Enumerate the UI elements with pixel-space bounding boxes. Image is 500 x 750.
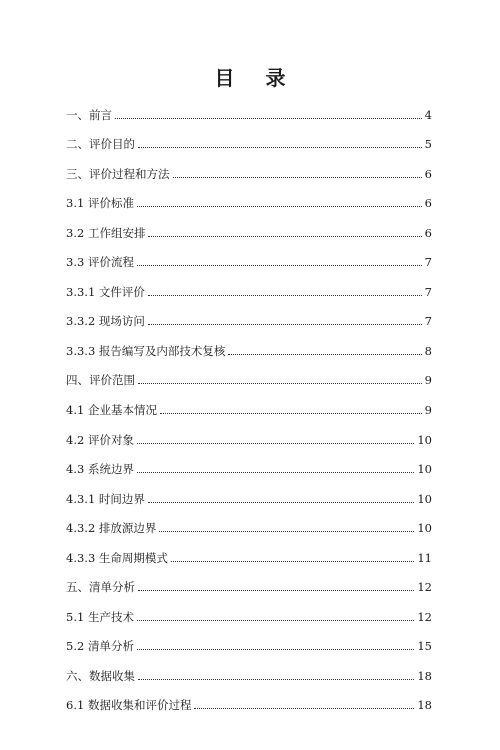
toc-entry[interactable] [66, 328, 432, 358]
toc-entry[interactable] [66, 210, 432, 240]
toc-entry[interactable] [66, 447, 432, 477]
toc-dot-leader [160, 413, 422, 414]
toc-entry-page-number: 7 [424, 255, 432, 270]
toc-dot-leader [148, 324, 422, 325]
toc-entry-label: 3.1 评价标准 [66, 196, 134, 211]
toc-entry[interactable] [66, 240, 432, 270]
toc-entry-page-number: 12 [417, 609, 432, 624]
toc-entry-label: 3.3.2 现场访问 [66, 314, 145, 329]
toc-entry-page-number: 15 [417, 639, 432, 654]
toc-entry[interactable] [66, 683, 432, 713]
toc-entry-page-number: 6 [424, 225, 432, 240]
toc-entry-label: 4.3 系统边界 [66, 462, 134, 477]
toc-entry-label: 3.3.3 报告编写及内部技术复核 [66, 343, 226, 358]
toc-dot-leader [138, 590, 414, 591]
toc-dot-leader [138, 679, 414, 680]
toc-dot-leader [159, 531, 414, 532]
toc-entry-page-number: 5 [424, 137, 432, 152]
toc-dot-leader [148, 295, 422, 296]
toc-entry-page-number: 6 [424, 196, 432, 211]
toc-entry-label: 4.3.3 生命周期模式 [66, 550, 168, 565]
toc-entry-label: 三、评价过程和方法 [66, 166, 170, 181]
toc-entry[interactable] [66, 122, 432, 152]
toc-entry-label: 3.3.1 文件评价 [66, 284, 145, 299]
toc-entry-label: 3.2 工作组安排 [66, 225, 146, 240]
toc-entry-page-number: 10 [417, 521, 432, 536]
toc-entry-label: 4.3.2 排放源边界 [66, 521, 157, 536]
toc-entry[interactable] [66, 358, 432, 388]
toc-dot-leader [148, 236, 421, 237]
toc-dot-leader [148, 502, 414, 503]
toc-entry[interactable] [66, 299, 432, 329]
toc-entry[interactable] [66, 535, 432, 565]
toc-dot-leader [137, 443, 414, 444]
toc-entry-label: 5.1 生产技术 [66, 609, 134, 624]
toc-entry-label: 二、评价目的 [66, 137, 135, 152]
toc-entry-page-number: 7 [424, 284, 432, 299]
toc-entry[interactable] [66, 653, 432, 683]
toc-entry-page-number: 18 [417, 698, 432, 713]
toc-entry-page-number: 12 [417, 580, 432, 595]
toc-dot-leader [138, 383, 422, 384]
toc-entry-page-number: 10 [417, 462, 432, 477]
toc-entry-label: 4.2 评价对象 [66, 432, 134, 447]
toc-entry[interactable] [66, 387, 432, 417]
toc-entry-page-number: 8 [424, 343, 432, 358]
toc-entry-page-number: 9 [424, 373, 432, 388]
toc-entry-page-number: 10 [417, 491, 432, 506]
toc-dot-leader [137, 649, 414, 650]
toc-entry-label: 四、评价范围 [66, 373, 135, 388]
toc-entry-label: 六、数据收集 [66, 668, 135, 683]
toc-entry-label: 6.1 数据收集和评价过程 [66, 698, 192, 713]
toc-entry-page-number: 11 [417, 550, 432, 565]
toc-entry-page-number: 4 [424, 107, 432, 122]
toc-entry-page-number: 9 [424, 403, 432, 418]
toc-entry[interactable] [66, 594, 432, 624]
toc-dot-leader [137, 265, 422, 266]
toc-entry-label: 一、前言 [66, 107, 112, 122]
toc-entry[interactable] [66, 269, 432, 299]
toc-entry-label: 4.3.1 时间边界 [66, 491, 145, 506]
toc-entry-page-number: 18 [417, 668, 432, 683]
toc-entry[interactable] [66, 565, 432, 595]
toc-entry[interactable] [66, 92, 432, 122]
toc-entry[interactable] [66, 417, 432, 447]
toc-dot-leader [228, 354, 421, 355]
toc-dot-leader [115, 118, 422, 119]
toc-entry[interactable] [66, 476, 432, 506]
toc-entry-page-number: 10 [417, 432, 432, 447]
page-title: 目 录 [214, 66, 298, 90]
toc-entry-label: 5.2 清单分析 [66, 639, 134, 654]
toc-entry-page-number: 7 [424, 314, 432, 329]
toc-dot-leader [173, 177, 422, 178]
toc-entry[interactable] [66, 181, 432, 211]
toc-dot-leader [137, 206, 422, 207]
toc-dot-leader [137, 472, 414, 473]
toc-dot-leader [194, 708, 414, 709]
toc-entry[interactable] [66, 506, 432, 536]
toc-dot-leader [138, 147, 422, 148]
toc-entry[interactable] [66, 624, 432, 654]
toc-entry-label: 3.3 评价流程 [66, 255, 134, 270]
table-of-contents [66, 92, 432, 712]
toc-entry-label: 五、清单分析 [66, 580, 135, 595]
toc-dot-leader [171, 561, 414, 562]
toc-entry-label: 4.1 企业基本情况 [66, 403, 157, 418]
toc-entry-page-number: 6 [424, 166, 432, 181]
toc-dot-leader [137, 620, 414, 621]
toc-entry[interactable] [66, 151, 432, 181]
